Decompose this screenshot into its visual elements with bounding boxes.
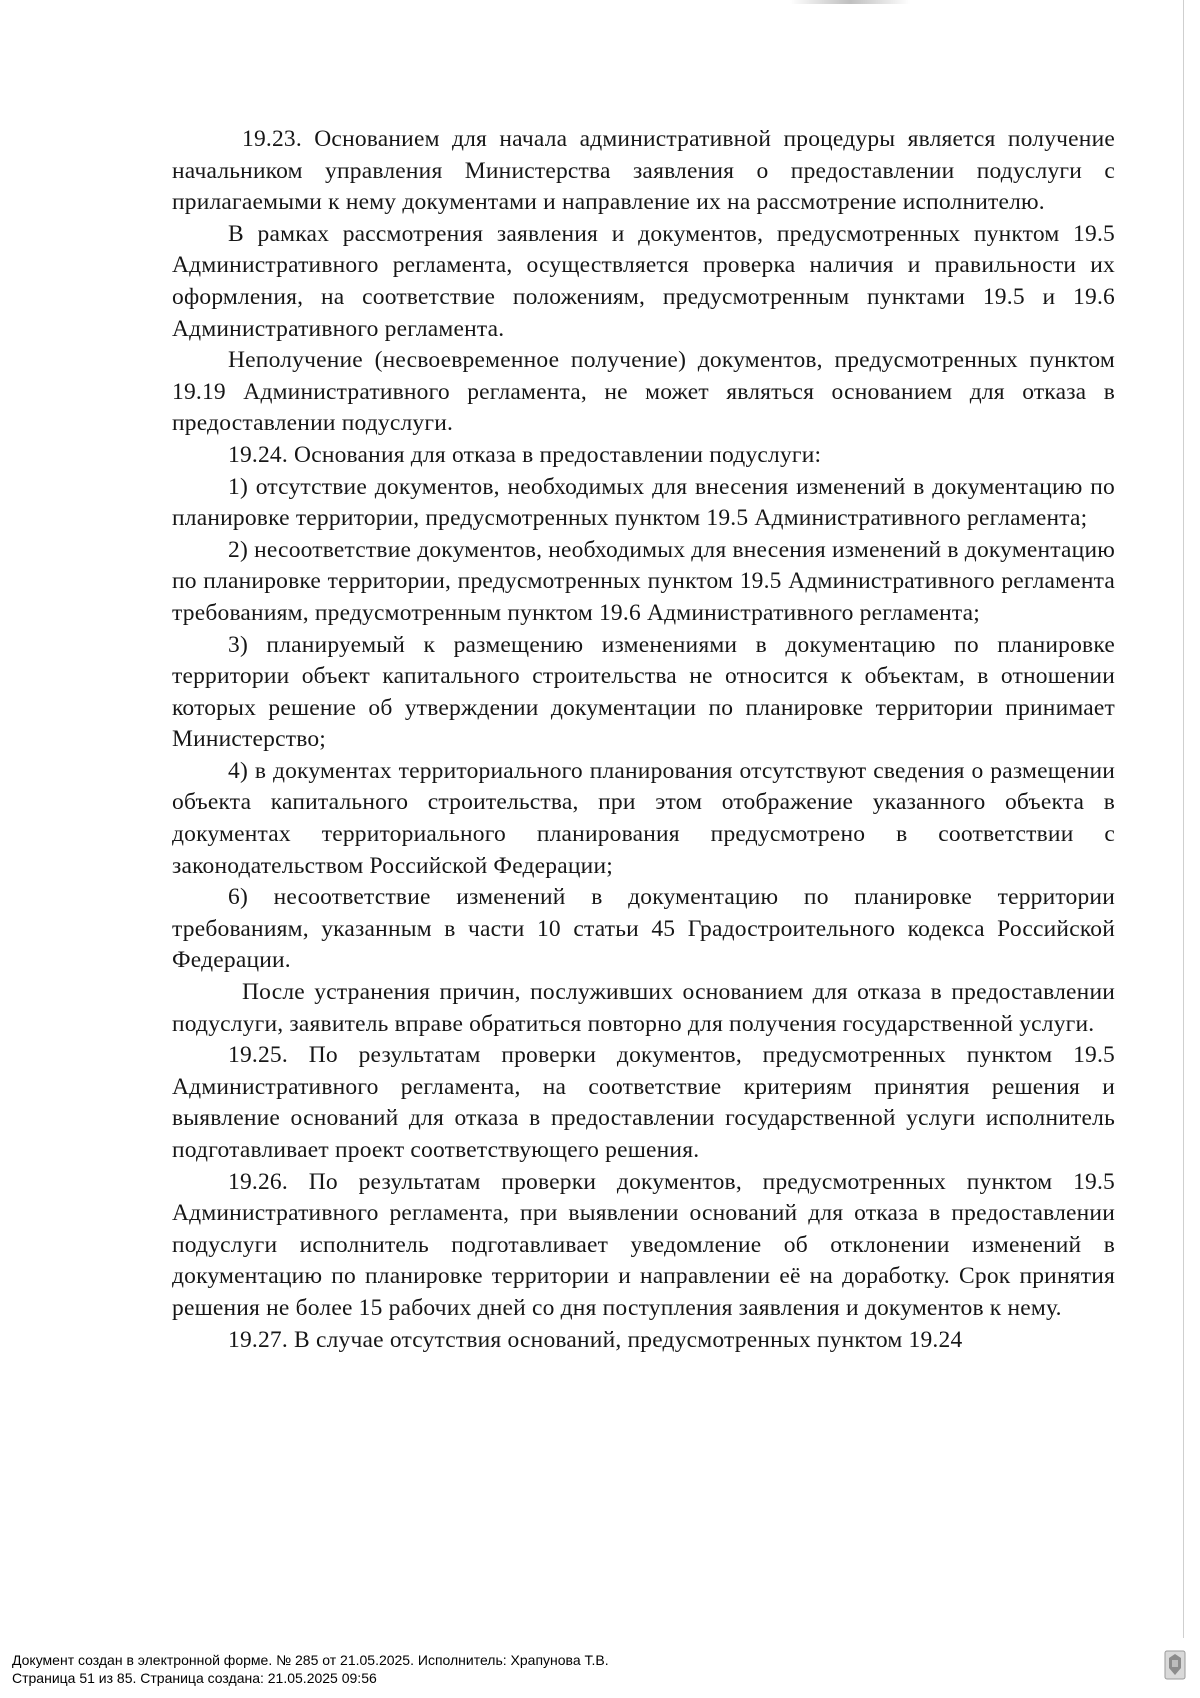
document-body [172, 124, 1115, 1356]
electronic-document-footer [12, 1651, 1112, 1687]
list-item-6: 6) несоответствие изменений в документацию по планировке территории требованиям, указанным в части 10 статьи 45 Градостроительного кодекса Российской Федерации. [172, 884, 1115, 974]
list-item-3: 3) планируемый к размещению изменениями в документацию по планировке территории объект капитального строительства не относится к объектам, в отношении которых решение об утверждении документации по планировке территории принимает Министерство; [172, 631, 1115, 753]
paragraph-non-receipt: Неполучение (несвоевременное получение) документов, предусмотренных пунктом 19.19 Административного регламента, не может являться основанием для отказа в предоставлении подуслуги. [172, 347, 1115, 437]
page-edge-line [1183, 0, 1184, 1638]
list-item-1: 1) отсутствие документов, необходимых для внесения изменений в документацию по планировке территории, предусмотренных пунктом 19.5 Административного регламента; [172, 473, 1115, 532]
footer-line-document-info: Документ создан в электронной форме. № 285 от 21.05.2025. Исполнитель: Храпунова Т.В. [12, 1652, 609, 1668]
list-item-2: 2) несоответствие документов, необходимых для внесения изменений в документацию по планировке территории, предусмотренных пунктом 19.5 Административного регламента требованиям, предусмотренным пунктом 19.6 Административного регламента; [172, 536, 1115, 626]
paragraph-19-27: 19.27. В случае отсутствия оснований, предусмотренных пунктом 19.24 [228, 1326, 963, 1353]
paragraph-after-elimination: После устранения причин, послуживших основанием для отказа в предоставлении подуслуги, заявитель вправе обратиться повторно для получения государственной услуги. [172, 979, 1115, 1037]
list-item-4: 4) в документах территориального планирования отсутствуют сведения о размещении объекта капитального строительства, при этом отображение указанного объекта в документах территориального планирования предусмотрено в соответствии с законодательством Российской Федерации; [172, 757, 1115, 879]
coat-of-arms-icon [1164, 1650, 1186, 1680]
paragraph-19-23: 19.23. Основанием для начала административной процедуры является получение начальником управления Министерства заявления о предоставлении подуслуги с прилагаемыми к нему документами и направление их на рассмотрение исполнителю. [172, 126, 1115, 216]
paragraph-review: В рамках рассмотрения заявления и документов, предусмотренных пунктом 19.5 Административного регламента, осуществляется проверка наличия и правильности их оформления, на соответствие положениям, предусмотренным пунктами 19.5 и 19.6 Административного регламента. [172, 220, 1115, 342]
paragraph-19-25: 19.25. По результатам проверки документов, предусмотренных пунктом 19.5 Административного регламента, на соответствие критериям принятия решения и выявление оснований для отказа в предоставлении государственной услуги исполнитель подготавливает проект соответствующего решения. [172, 1042, 1115, 1163]
paragraph-19-24: 19.24. Основания для отказа в предоставлении подуслуги: [228, 441, 822, 468]
scan-artifact [790, 0, 910, 4]
paragraph-19-26: 19.26. По результатам проверки документов, предусмотренных пунктом 19.5 Административного регламента, при выявлении оснований для отказа в предоставлении подуслуги исполнитель подготавливает уведомление об отклонении изменений в документацию по планировке территории и направлении её на доработку. Срок принятия решения не более 15 рабочих дней со дня поступления заявления и документов к нему. [172, 1168, 1115, 1321]
footer-line-page-info: Страница 51 из 85. Страница создана: 21.05.2025 09:56 [12, 1670, 377, 1686]
